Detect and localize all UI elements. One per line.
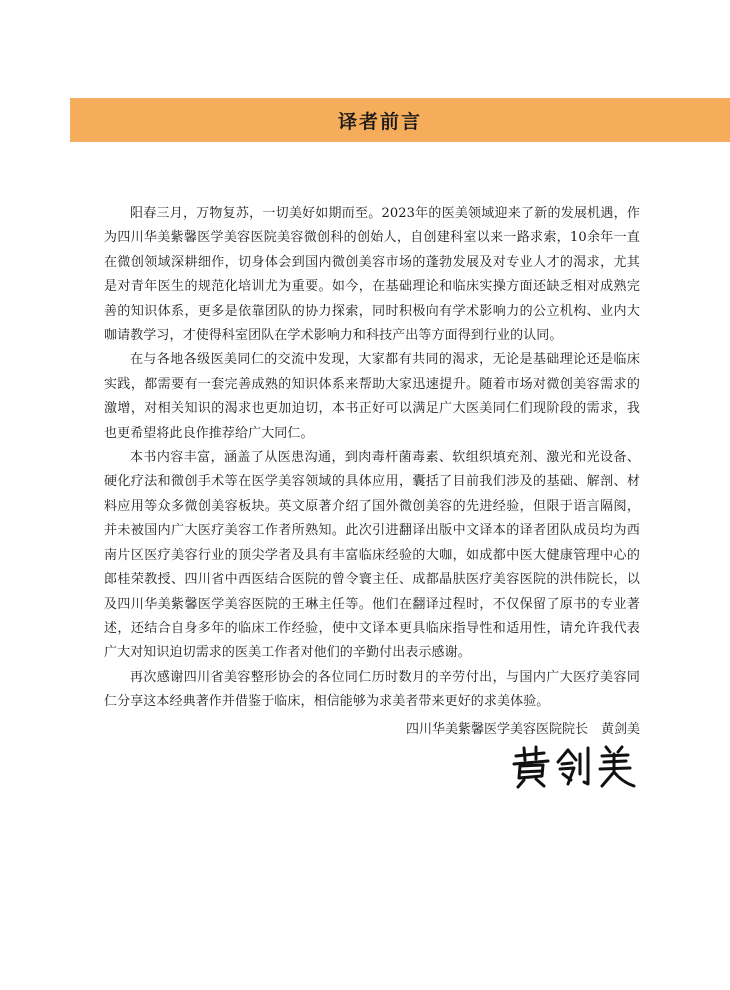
handwritten-signature <box>510 744 640 794</box>
signature-image <box>510 744 640 790</box>
preface-body <box>104 202 640 715</box>
paragraph-4: 再次感谢四川省美容整形协会的各位同仁历时数月的辛劳付出，与国内广大医疗美容同仁分享这本经典著作并借鉴于临床，相信能够为求美者带来更好的求美体验。 <box>104 669 640 710</box>
paragraph-3: 本书内容丰富，涵盖了从医患沟通，到肉毒杆菌毒素、软组织填充剂、激光和光设备、硬化疗法和微创手术等在医学美容领域的具体应用，囊括了目前我们涉及的基础、解剖、材料应用等众多微创美容板块。英文原著介绍了国外微创美容的先进经验，但限于语言隔阂，并未被国内广大医疗美容工作者所熟知。此次引进翻译出版中文译本的译者团队成员均为西南片区医疗美容行业的顶尖学者及具有丰富临床经验的大咖，如成都中医大健康管理中心的郎桂荣教授、四川省中西医结合医院的曾令寰主任、成都晶肤医疗美容医院的洪伟院长，以及四川华美紫馨医学美容医院的王琳主任等。他们在翻译过程时，不仅保留了原书的专业著述，还结合自身多年的临床工作经验，使中文译本更具临床指导性和适用性，请允许我代表广大对知识迫切需求的医美工作者对他们的辛勤付出表示感谢。 <box>104 450 640 661</box>
page-title: 译者前言 <box>337 110 422 133</box>
paragraph-1: 阳春三月，万物复苏，一切美好如期而至。2023年的医美领域迎来了新的发展机遇，作为四川华美紫馨医学美容医院美容微创科的创始人，自创建科室以来一路求索，10余年一直在微创领域深耕细作，切身体会到国内微创美容市场的蓬勃发展及对专业人才的渴求，尤其是对青年医生的规范化培训尤为重要。如今，在基础理论和临床实操方面还缺乏相对成熟完善的知识体系，更多是依靠团队的协力探索，同时积极向有学术影响力的公立机构、业内大咖请教学习，才使得科室团队在学术影响力和科技产出等方面得到行业的认同。 <box>104 206 640 344</box>
signature-line: 四川华美紫馨医学美容医院院长 黄剑美 <box>405 722 640 737</box>
paragraph-2: 在与各地各级医美同仁的交流中发现，大家都有共同的渴求，无论是基础理论还是临床实践，都需要有一套完善成熟的知识体系来帮助大家迅速提升。随着市场对微创美容需求的激增，对相关知识的渴求也更加迫切，本书正好可以满足广大医美同仁们现阶段的需求，我也更希望将此良作推荐给广大同仁。 <box>104 352 640 441</box>
title-banner <box>70 98 730 142</box>
